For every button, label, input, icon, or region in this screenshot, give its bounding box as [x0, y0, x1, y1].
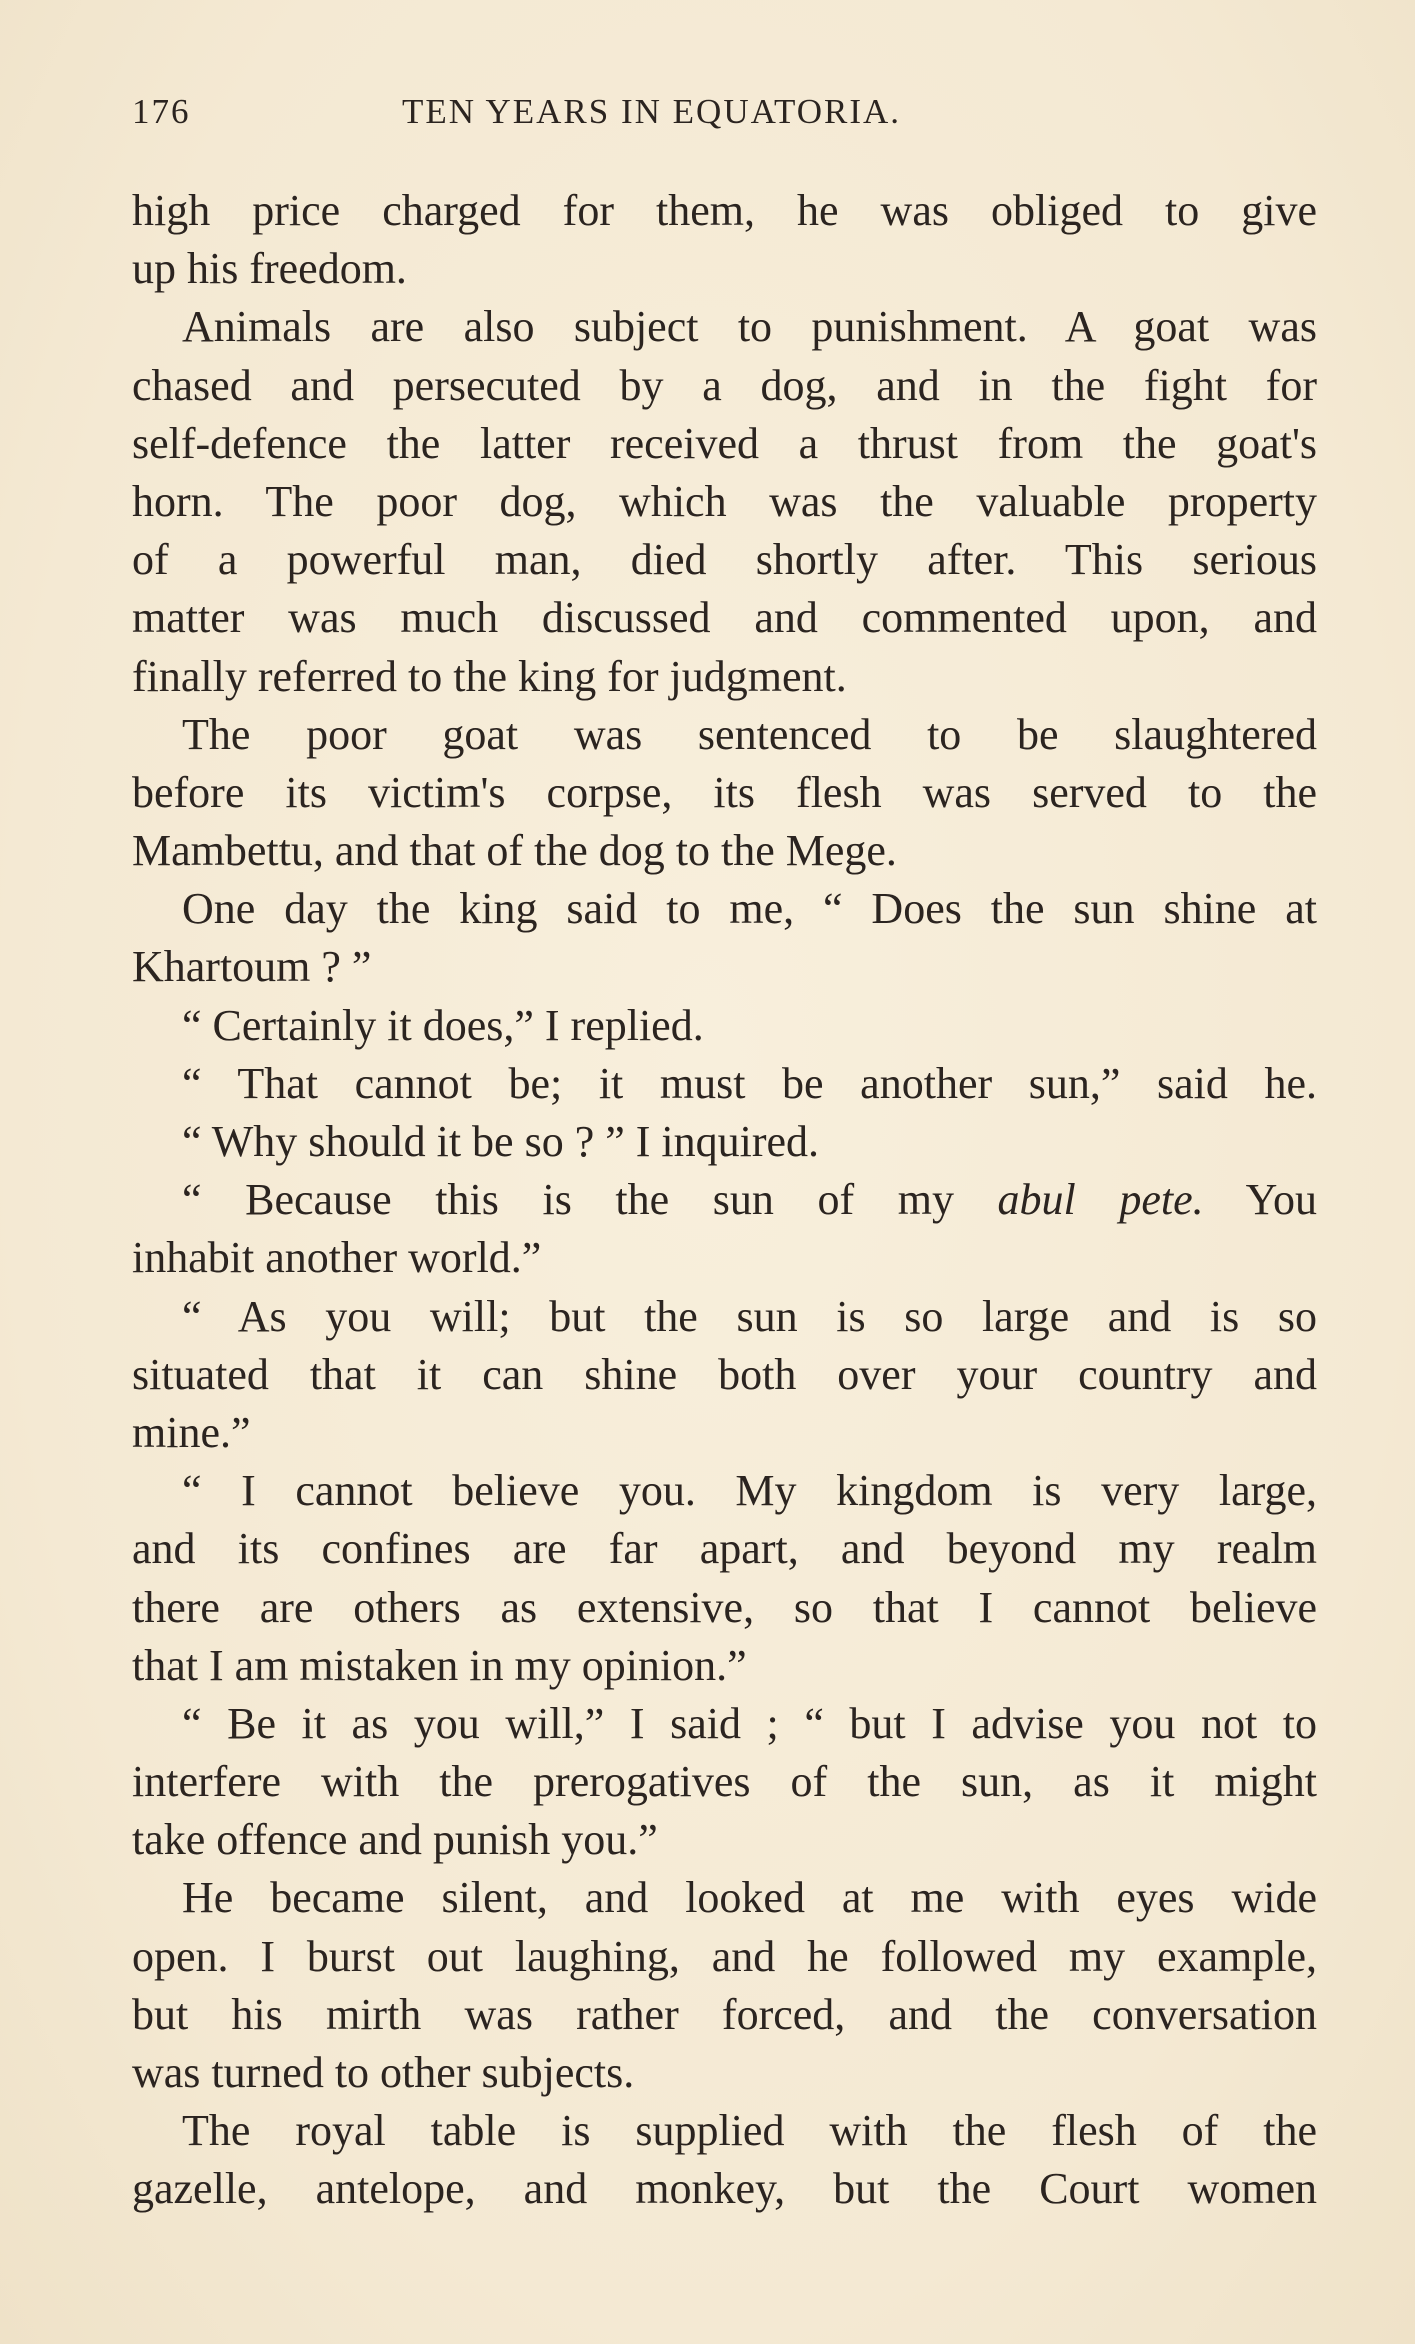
running-head: TEN YEARS IN EQUATORIA. [402, 92, 902, 131]
text-line: finally referred to the king for judgment. [132, 651, 847, 701]
text-line: of a powerful man, died shortly after. This serious [132, 535, 1317, 585]
text-line: take offence and punish you.” [132, 1815, 658, 1865]
text-line: there are others as extensive, so that I cannot believe [132, 1582, 1317, 1632]
text-line: inhabit another world.” [132, 1233, 542, 1283]
text-segment: You [1203, 1175, 1317, 1225]
text-line: chased and persecuted by a dog, and in the fight for [132, 360, 1317, 410]
text-line: matter was much discussed and commented upon, and [132, 593, 1317, 643]
text-line: Khartoum ? ” [132, 942, 372, 992]
text-line: but his mirth was rather forced, and the conversation [132, 1989, 1317, 2039]
text-line: “ Why should it be so ? ” I inquired. [182, 1117, 820, 1166]
text-line: Mambettu, and that of the dog to the Mege. [132, 826, 897, 876]
text-line: situated that it can shine both over your country and [132, 1349, 1317, 1399]
page-number: 176 [132, 92, 191, 131]
text-line: “ Be it as you will,” I said ; “ but I advise you not to [182, 1698, 1317, 1748]
text-line: horn. The poor dog, which was the valuable property [132, 476, 1317, 526]
text-line: high price charged for them, he was obliged to give [132, 186, 1317, 235]
text-line: gazelle, antelope, and monkey, but the Court women [132, 2164, 1317, 2214]
text-segment: “ Because this is the sun of my [182, 1175, 998, 1225]
text-line [132, 1171, 1317, 1229]
text-line: before its victim's corpse, its flesh was served to the [132, 767, 1317, 817]
italic-phrase: abul pete. [997, 1175, 1204, 1225]
text-line: The royal table is supplied with the flesh of the [182, 2106, 1317, 2156]
text-line: mine.” [132, 1407, 251, 1457]
text-line: and its confines are far apart, and beyond my realm [132, 1524, 1317, 1574]
text-line: interfere with the prerogatives of the sun, as it might [132, 1757, 1317, 1807]
text-line: open. I burst out laughing, and he followed my example, [132, 1931, 1317, 1981]
text-line: “ That cannot be; it must be another sun,” said he. [182, 1058, 1317, 1108]
page-header [132, 92, 1312, 142]
text-line: The poor goat was sentenced to be slaughtered [182, 709, 1317, 759]
text-line: was turned to other subjects. [132, 2048, 635, 2097]
text-line: One day the king said to me, “ Does the sun shine at [182, 884, 1317, 934]
text-line: “ As you will; but the sun is so large and is so [182, 1291, 1317, 1341]
text-line: He became silent, and looked at me with eyes wide [182, 1873, 1317, 1923]
text-line: Animals are also subject to punishment. A goat was [182, 302, 1317, 352]
text-line: “ I cannot believe you. My kingdom is very large, [182, 1466, 1317, 1516]
text-line: self-defence the latter received a thrust from the goat's [132, 418, 1317, 468]
page-body [132, 182, 1317, 2219]
text-line: up his freedom. [132, 244, 407, 294]
text-line: “ Certainly it does,” I replied. [182, 1000, 704, 1050]
text-line: that I am mistaken in my opinion.” [132, 1640, 747, 1690]
